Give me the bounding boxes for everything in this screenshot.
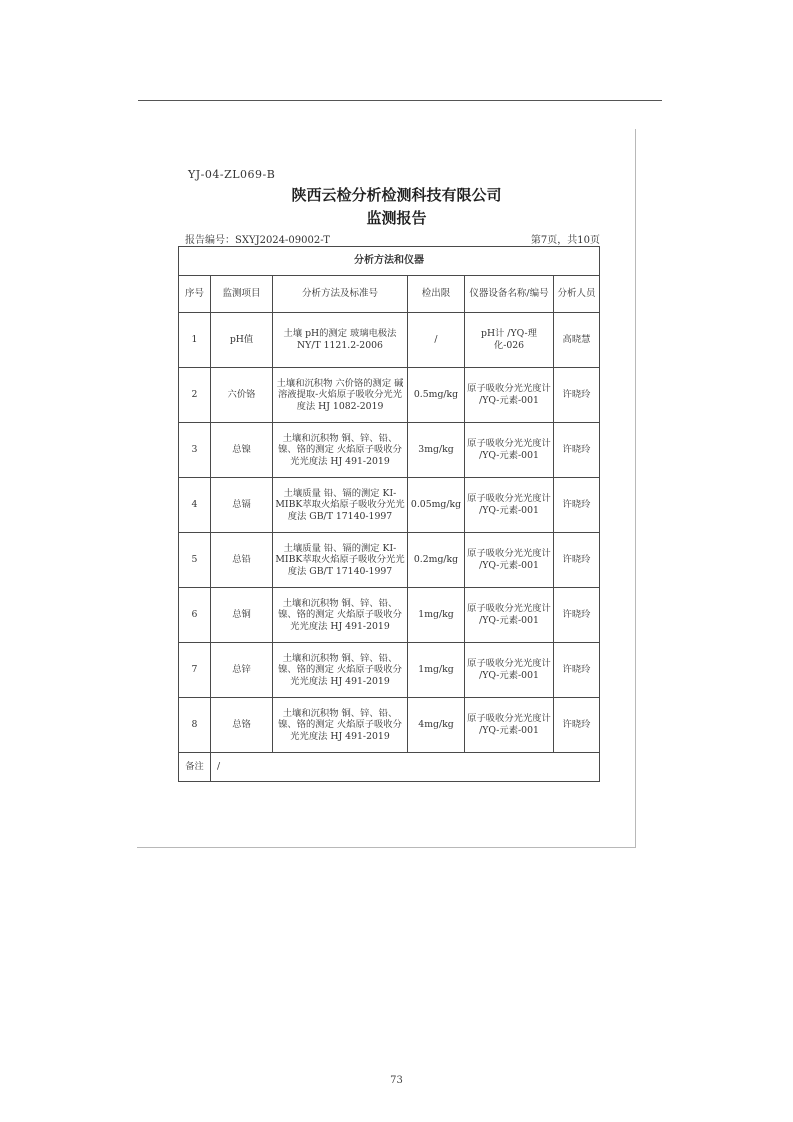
doc-code: YJ-04-ZL069-B — [188, 168, 276, 181]
cell-analyst: 许晓玲 — [554, 533, 600, 588]
cell-method: 土壤和沉积物 六价铬的测定 碱溶液提取-火焰原子吸收分光光度法 HJ 1082-2019 — [273, 368, 408, 423]
cell-limit: 1mg/kg — [408, 588, 465, 643]
company-name: 陕西云检分析检测科技有限公司 — [291, 186, 502, 204]
table-row — [179, 423, 600, 478]
cell-instrument: 原子吸收分光光度计 /YQ-元素-001 — [465, 368, 554, 423]
cell-analyst: 许晓玲 — [554, 478, 600, 533]
cell-instrument: 原子吸收分光光度计 /YQ-元素-001 — [465, 698, 554, 753]
note-label: 备注 — [179, 753, 211, 782]
cell-instrument: 原子吸收分光光度计 /YQ-元素-001 — [465, 478, 554, 533]
header-cell-instrument: 仪器设备名称/编号 — [465, 276, 554, 313]
cell-item: 总镉 — [211, 478, 273, 533]
cell-item: 总镍 — [211, 423, 273, 478]
cell-method: 土壤和沉积物 铜、锌、铅、镍、铬的测定 火焰原子吸收分光光度法 HJ 491-2019 — [273, 588, 408, 643]
cell-no: 6 — [179, 588, 211, 643]
cell-instrument: 原子吸收分光光度计 /YQ-元素-001 — [465, 643, 554, 698]
cell-method: 土壤和沉积物 铜、锌、铅、镍、铬的测定 火焰原子吸收分光光度法 HJ 491-2019 — [273, 698, 408, 753]
cell-item: 总铜 — [211, 588, 273, 643]
cell-analyst: 许晓玲 — [554, 368, 600, 423]
cell-limit: 0.2mg/kg — [408, 533, 465, 588]
cell-limit: / — [408, 313, 465, 368]
table-row — [179, 533, 600, 588]
table-caption: 分析方法和仪器 — [179, 247, 600, 276]
page-number: 73 — [390, 1075, 403, 1086]
cell-item: 总铬 — [211, 698, 273, 753]
cell-limit: 1mg/kg — [408, 643, 465, 698]
note-value: / — [211, 753, 600, 782]
cell-limit: 0.05mg/kg — [408, 478, 465, 533]
cell-method: 土壤质量 铅、镉的测定 KI-MIBK萃取火焰原子吸收分光光度法 GB/T 17140-1997 — [273, 533, 408, 588]
cell-no: 3 — [179, 423, 211, 478]
cell-instrument: 原子吸收分光光度计 /YQ-元素-001 — [465, 588, 554, 643]
methods-table — [178, 246, 600, 782]
cell-analyst: 许晓玲 — [554, 643, 600, 698]
cell-limit: 4mg/kg — [408, 698, 465, 753]
cell-no: 7 — [179, 643, 211, 698]
cell-method: 土壤和沉积物 铜、锌、铅、镍、铬的测定 火焰原子吸收分光光度法 HJ 491-2019 — [273, 643, 408, 698]
cell-analyst: 高晓慧 — [554, 313, 600, 368]
cell-limit: 0.5mg/kg — [408, 368, 465, 423]
table-row — [179, 643, 600, 698]
cell-no: 4 — [179, 478, 211, 533]
cell-no: 1 — [179, 313, 211, 368]
cell-method: 土壤质量 铅、镉的测定 KI-MIBK萃取火焰原子吸收分光光度法 GB/T 17140-1997 — [273, 478, 408, 533]
header-cell-item: 监测项目 — [211, 276, 273, 313]
header-cell-no: 序号 — [179, 276, 211, 313]
cell-limit: 3mg/kg — [408, 423, 465, 478]
report-title: 监测报告 — [366, 209, 427, 227]
table-row — [179, 588, 600, 643]
cell-item: 总铅 — [211, 533, 273, 588]
cell-item: 总锌 — [211, 643, 273, 698]
top-rule — [138, 100, 662, 101]
cell-method: 土壤和沉积物 铜、锌、铅、镍、铬的测定 火焰原子吸收分光光度法 HJ 491-2019 — [273, 423, 408, 478]
cell-instrument: pH计 /YQ-理化-026 — [465, 313, 554, 368]
header-cell-method: 分析方法及标准号 — [273, 276, 408, 313]
table-row — [179, 698, 600, 753]
cell-method: 土壤 pH的测定 玻璃电极法 NY/T 1121.2-2006 — [273, 313, 408, 368]
cell-analyst: 许晓玲 — [554, 698, 600, 753]
note-row — [179, 753, 600, 782]
cell-no: 8 — [179, 698, 211, 753]
header-cell-analyst: 分析人员 — [554, 276, 600, 313]
table-row — [179, 368, 600, 423]
table-row — [179, 313, 600, 368]
table-body — [179, 313, 600, 753]
cell-no: 2 — [179, 368, 211, 423]
table-row — [179, 478, 600, 533]
cell-analyst: 许晓玲 — [554, 423, 600, 478]
report-number: 报告编号：SXYJ2024-09002-T — [185, 235, 330, 246]
table-header-row — [179, 276, 600, 313]
page-indicator: 第7页，共10页 — [530, 235, 600, 246]
cell-instrument: 原子吸收分光光度计 /YQ-元素-001 — [465, 423, 554, 478]
cell-item: 六价铬 — [211, 368, 273, 423]
cell-analyst: 许晓玲 — [554, 588, 600, 643]
header-cell-limit: 检出限 — [408, 276, 465, 313]
table-caption-row — [179, 247, 600, 276]
cell-no: 5 — [179, 533, 211, 588]
cell-item: pH值 — [211, 313, 273, 368]
cell-instrument: 原子吸收分光光度计 /YQ-元素-001 — [465, 533, 554, 588]
